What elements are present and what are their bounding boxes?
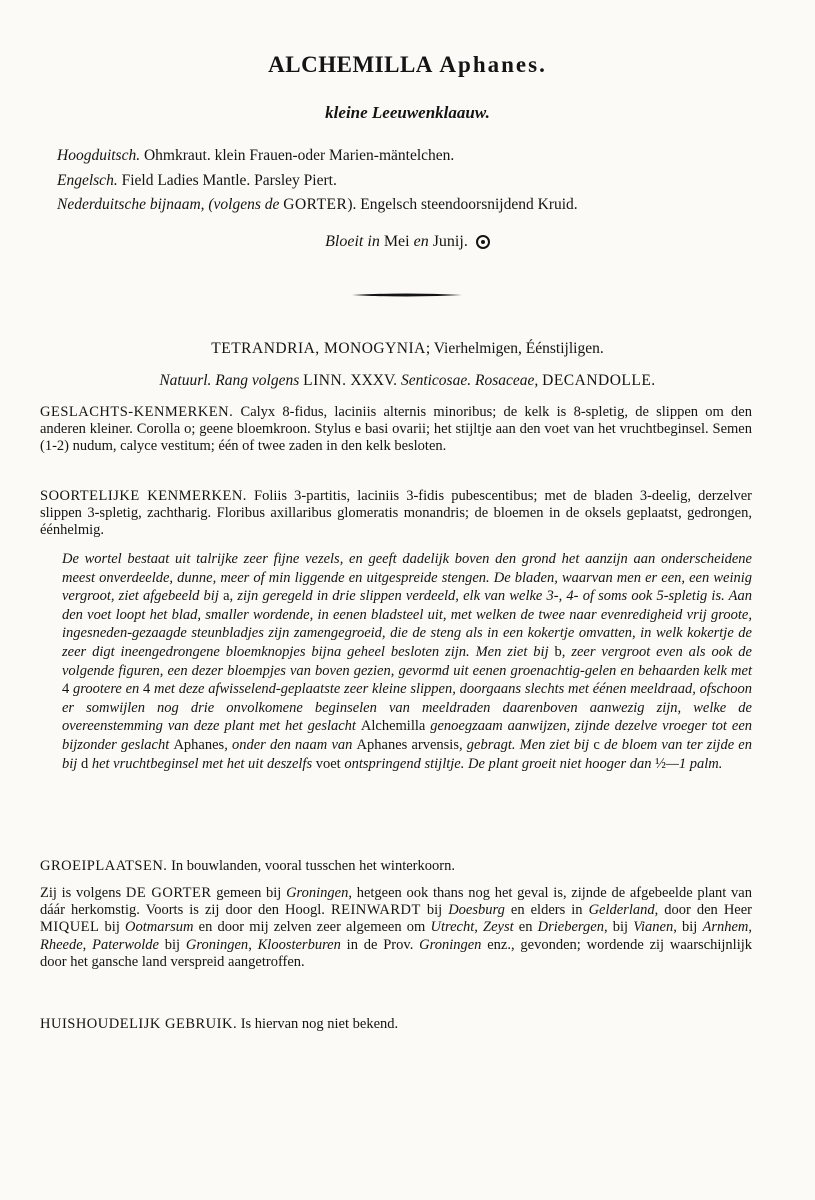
place-name: Utrecht — [430, 919, 475, 936]
dist-text: en elders in — [504, 902, 589, 919]
dist-text: , — [248, 936, 258, 953]
desc-number: ½ — [655, 755, 666, 772]
rank-rosaceae: Rosaceae, — [474, 372, 539, 389]
section-label: HUISHOUDELIJK GEBRUIK. — [40, 1016, 238, 1032]
bloei-label: Bloeit in — [325, 233, 380, 250]
dist-text: , bij — [603, 919, 634, 936]
place-name: Driebergen — [537, 919, 604, 936]
name-english — [57, 169, 757, 194]
distribution — [40, 885, 752, 971]
dist-text: bij — [420, 902, 449, 919]
title-species: Aphanes. — [439, 52, 547, 77]
dist-text: , — [474, 919, 484, 936]
name-pre: (volgens de — [204, 196, 284, 213]
linnaean-class — [0, 340, 815, 358]
desc-text: , zeer vergroot even als ook de volgende figuren, een dezer bloempjes van boven gezien, gevormd uit eenen groenachtig-gelen en behaarden kelk met — [62, 643, 752, 679]
place-name: Paterwolde — [92, 936, 159, 953]
section-text: Foliis 3-partitis, laciniis 3-fidis pubescentibus; met de bladen 3-deelig, derzelver slippen 3-spletig, zachtharig. Floribus axillaribus glomeratis monandris; de bloemen in de oksels geplaatst, gedrongen, éénhelmig. — [40, 488, 753, 539]
dist-text: gemeen bij — [211, 885, 287, 901]
figure-ref-d: d — [80, 755, 89, 772]
dist-text: enz., gevonden; wordende zij waarschijnlijk door het gansche land verspreid aangetroffen. — [40, 936, 753, 970]
dist-text: , bij — [673, 919, 703, 936]
name-label: Hoogduitsch. — [57, 147, 141, 164]
place-name: Kloosterburen — [257, 936, 341, 953]
desc-text: grootere en — [69, 681, 144, 698]
place-name: Zeyst — [483, 919, 514, 936]
section-text: In bouwlanden, vooral tusschen het winterkoorn. — [167, 858, 455, 874]
name-value: ). Engelsch steendoorsnijdend Kruid. — [347, 196, 578, 213]
desc-text: , gebragt. Men ziet bij — [458, 736, 594, 753]
place-name: Rheede — [40, 936, 83, 953]
figure-ref-b: b — [554, 643, 562, 660]
dist-text: bij — [99, 919, 126, 936]
vernacular-names — [57, 144, 757, 218]
species-characters — [40, 488, 752, 540]
rank-prefix: Natuurl. Rang volgens — [159, 372, 300, 389]
desc-number: 4 — [143, 681, 151, 698]
place-name: Ootmarsum — [125, 919, 194, 936]
household-use — [40, 1016, 752, 1033]
author-linnaeus: LINN. — [303, 372, 347, 389]
ornamental-divider — [352, 292, 462, 298]
dist-text: , hetgeen ook thans nog het geval is, zijnde de afgebeelde plant van dáár herkomstig. Voorts is zij door den Hoogl. — [40, 885, 752, 919]
genus-name: Alchemilla — [360, 718, 426, 735]
place-name: Groningen — [286, 885, 349, 901]
class-system: TETRANDRIA, MONOGYNIA — [211, 340, 426, 357]
name-value: Field Ladies Mantle. Parsley Piert. — [117, 171, 337, 189]
bloei-month-1: Mei — [383, 233, 410, 250]
species-name: Aphanes arvensis — [356, 736, 459, 753]
place-name: Gelderland — [588, 902, 655, 919]
place-name: Doesburg — [448, 902, 505, 919]
class-dutch: ; Vierhelmigen, Éénstijligen. — [425, 340, 604, 357]
genus-name: Aphanes — [173, 736, 225, 753]
dist-text: Zij is volgens — [40, 885, 126, 901]
annual-symbol-icon — [476, 235, 490, 249]
desc-text: de bloem van ter zijde en bij — [62, 736, 752, 772]
desc-text: ontspringend stijltje. De plant groeit niet hooger dan — [340, 755, 656, 772]
place-name: Arnhem — [702, 919, 749, 936]
bloei-month-2: Junij. — [432, 233, 468, 250]
dist-text: , door den Heer — [654, 902, 753, 919]
desc-text: De wortel bestaat uit talrijke zeer fijne vezels, en geeft dadelijk boven den grond het aanzijn aan onderscheidene meest onverdeelde, dunne, meer of min liggende en uitgespreide stengen. De bladen, waarvan men er een, een weinig vergroot, ziet afgebeeld bij — [62, 551, 752, 605]
dist-text: en — [513, 919, 538, 936]
author-decandolle: DECANDOLLE. — [542, 372, 656, 389]
author-name: GORTER — [283, 196, 348, 213]
place-name: Groningen — [419, 936, 482, 953]
page-title — [0, 52, 815, 79]
figure-ref-a: a — [223, 588, 230, 605]
person-name: MIQUEL — [40, 919, 100, 936]
rank-number: XXXV. — [350, 372, 398, 389]
section-text: Is hiervan nog niet bekend. — [237, 1016, 399, 1032]
desc-text: , onder den naam van — [224, 736, 357, 753]
place-name: Vianen — [633, 919, 674, 936]
name-label: Nederduitsche bijnaam, — [57, 196, 205, 213]
flowering-time — [0, 233, 815, 251]
name-german — [57, 144, 757, 169]
dist-text: , — [82, 936, 93, 953]
bloei-and: en — [413, 233, 429, 250]
dist-text: en door mij zelven zeer algemeen om — [193, 919, 431, 936]
dist-text: bij — [158, 936, 186, 953]
desc-text: voet — [315, 755, 341, 772]
dist-text: , — [748, 919, 753, 936]
desc-text: —1 palm. — [665, 755, 723, 772]
desc-number: 4 — [62, 681, 70, 698]
desc-text: het vruchtbeginsel met het uit deszelfs — [88, 755, 316, 772]
section-label: GROEIPLAATSEN. — [40, 858, 168, 874]
plant-description — [62, 550, 752, 773]
rank-senticosae: Senticosae. — [400, 372, 472, 389]
section-label: GESLACHTS-KENMERKEN. — [40, 404, 234, 420]
desc-text: met deze afwisselend-geplaatste zeer kleine slippen, doorgaans slechts met éénen meeldraad, ofschoon er somwijlen nog drie onvolkomene beginselen van meeldraden daarenboven aanwezig zijn, welke de overeenstemming van deze plant met het geslacht — [62, 681, 752, 735]
desc-text: , zijn geregeld in drie slippen verdeeld, elk van welke 3-, 4- of soms ook 5-spletig is. Aan den voet loopt het blad, smaller wordende, in eenen bladsteel uit, met welken de twee naar evenredigheid vrij groote, ingesneden-gezaagde steunbladjes zijn zamengegroeid, die de steng als in een kokertje omvatten, in welk kokertje de zeer digt ineengedrongene bloemknopjes bijna geheel besloten zijn. Men ziet bij — [62, 588, 752, 660]
place-name: Groningen — [185, 936, 249, 953]
habitat — [40, 858, 752, 875]
name-label: Engelsch. — [57, 171, 118, 189]
genus-characters — [40, 404, 752, 456]
person-name: REINWARDT — [330, 902, 421, 919]
section-text: Calyx 8-fidus, laciniis alternis minoribus; de kelk is 8-spletig, de slippen om den anderen kleiner. Corolla o; geene bloemkroon. Stylus e basi ovarii; het stijltje aan den voet van het vruchtbeginsel. Semen (1-2) nudum, calyce vestitum; één of twee zaden in den kelk besloten. — [40, 404, 752, 455]
name-dutch — [57, 193, 757, 218]
dutch-common-name: kleine Leeuwenklaauw. — [325, 103, 490, 122]
desc-text: genoegzaam aanwijzen, zijnde dezelve vroeger tot een bijzonder geslacht — [62, 718, 752, 753]
title-genus: ALCHEMILLA — [268, 52, 433, 77]
person-name: DE GORTER — [125, 885, 212, 901]
name-value: Ohmkraut. klein Frauen-oder Marien-mäntelchen. — [140, 147, 455, 164]
figure-ref-c: c — [593, 736, 600, 753]
section-label: SOORTELIJKE KENMERKEN. — [40, 488, 247, 504]
natural-rank — [0, 372, 815, 390]
dist-text: in de Prov. — [340, 936, 420, 953]
